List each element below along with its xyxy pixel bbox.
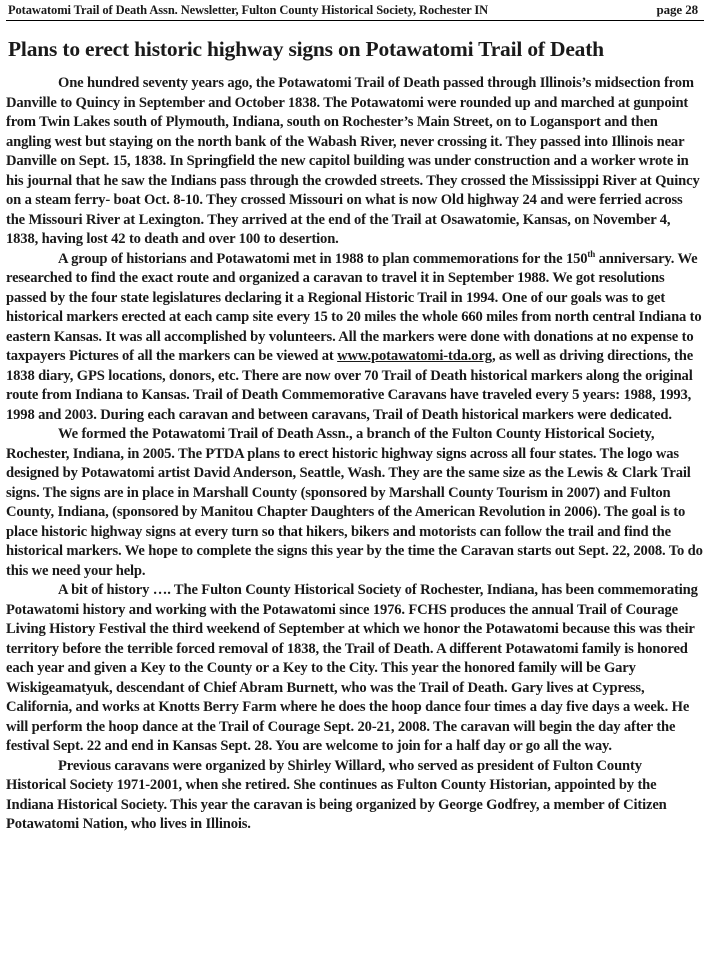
- running-header: [6, 0, 704, 21]
- paragraph-3: We formed the Potawatomi Trail of Death Assn., a branch of the Fulton County Historical Society, Rochester, Indiana, in 2005. The PTDA plans to erect historic highway signs across all four states. The logo was designed by Potawatomi artist David Anderson, Seattle, Wash. They are the same size as the Lewis & Clark Trail signs. The signs are in place in Marshall County (sponsored by Marshall County Tourism in 2007) and Fulton County, Indiana, (sponsored by Manitou Chapter Daughters of the American Revolution in 2006). The goal is to place historic highway signs at every turn so that hikers, bikers and motorists can follow the trail and find the historical markers. We hope to complete the signs this year by the time the Caravan starts out Sept. 22, 2008. To do this we need your help.: [6, 426, 703, 579]
- paragraph-1: One hundred seventy years ago, the Potawatomi Trail of Death passed through Illinois’s midsection from Danville to Quincy in September and October 1838. The Potawatomi were rounded up and marched at gunpoint from Twin Lakes south of Plymouth, Indiana, south on Rochester’s Main Street, on to Logansport and then angling west but staying on the north bank of the Wabash River, never crossing it. They passed into Illinois near Danville on Sept. 15, 1838. In Springfield the new capitol building was under construction and a worker wrote in his journal that he saw the Indians pass through the crowded streets. They crossed the Mississippi River at Quincy on a steam ferry- boat Oct. 8-10. They crossed Missouri on what is now Old highway 24 and were ferried across the Missouri River at Lexington. They arrived at the end of the Trail at Osawatomie, Kansas, on November 4, 1838, having lost 42 to death and over 100 to desertion.: [6, 75, 700, 247]
- website-link[interactable]: www.potawatomi-tda.org: [337, 348, 492, 364]
- page-number: page 28: [656, 2, 698, 17]
- ordinal-suffix: th: [587, 248, 596, 259]
- article-title: Plans to erect historic highway signs on Potawatomi Trail of Death: [8, 37, 604, 61]
- article-body: [6, 74, 704, 835]
- paragraph-2: [6, 250, 704, 426]
- paragraph-5: Previous caravans were organized by Shirley Willard, who served as president of Fulton County Historical Society 1971-2001, when she retired. She continues as Fulton County Historian, appointed by the Indiana Historical Society. This year the caravan is being organized by George Godfrey, a member of Citizen Potawatomi Nation, who lives in Illinois.: [6, 757, 667, 832]
- paragraph-2-text-c: , as well as driving directions, the 1838 diary, GPS locations, donors, etc. There are now over 70 Trail of Death historical markers along the original route from Indiana to Kansas. Trail of Death Commemorative Caravans have traveled every 5 years: 1988, 1993, 1998 and 2003. During each caravan and between caravans, Trail of Death historical markers were dedicated.: [6, 348, 694, 423]
- paragraph-2-text-a: A group of historians and Potawatomi met in 1988 to plan commemorations for the 150: [58, 250, 588, 267]
- publication-line: Potawatomi Trail of Death Assn. Newsletter, Fulton County Historical Society, Rochester IN: [8, 3, 489, 17]
- paragraph-2-text-b: anniversary. We researched to find the exact route and organized a caravan to travel it in September 1988. We got resolutions passed by the four state legislatures declaring it a Regional Historic Trail in 1994. One of our goals was to get historical markers erected at each camp site every 15 to 20 miles the whole 660 miles from north central Indiana to eastern Kansas. It was all accomplished by volunteers. All the markers were done with donations at no expense to taxpayers Pictures of all the markers can be viewed at: [6, 250, 702, 364]
- paragraph-4: A bit of history …. The Fulton County Historical Society of Rochester, Indiana, has been commemorating Potawatomi history and working with the Potawatomi since 1976. FCHS produces the annual Trail of Courage Living History Festival the third weekend of September at which we honor the Potawatomi because this was their territory before the terrible forced removal of 1838, the Trail of Death. A different Potawatomi family is honored each year and given a Key to the County or a Key to the City. This year the honored family will be Gary Wiskigeamatyuk, descendant of Chief Abram Burnett, who was the Trail of Death. Gary lives at Cypress, California, and works at Knotts Berry Farm where he does the hoop dance four times a day five days a week. He will perform the hoop dance at the Trail of Courage Sept. 20-21, 2008. The caravan will begin the day after the festival Sept. 22 and end in Kansas Sept. 28. You are welcome to join for a half day or go all the way.: [6, 582, 698, 754]
